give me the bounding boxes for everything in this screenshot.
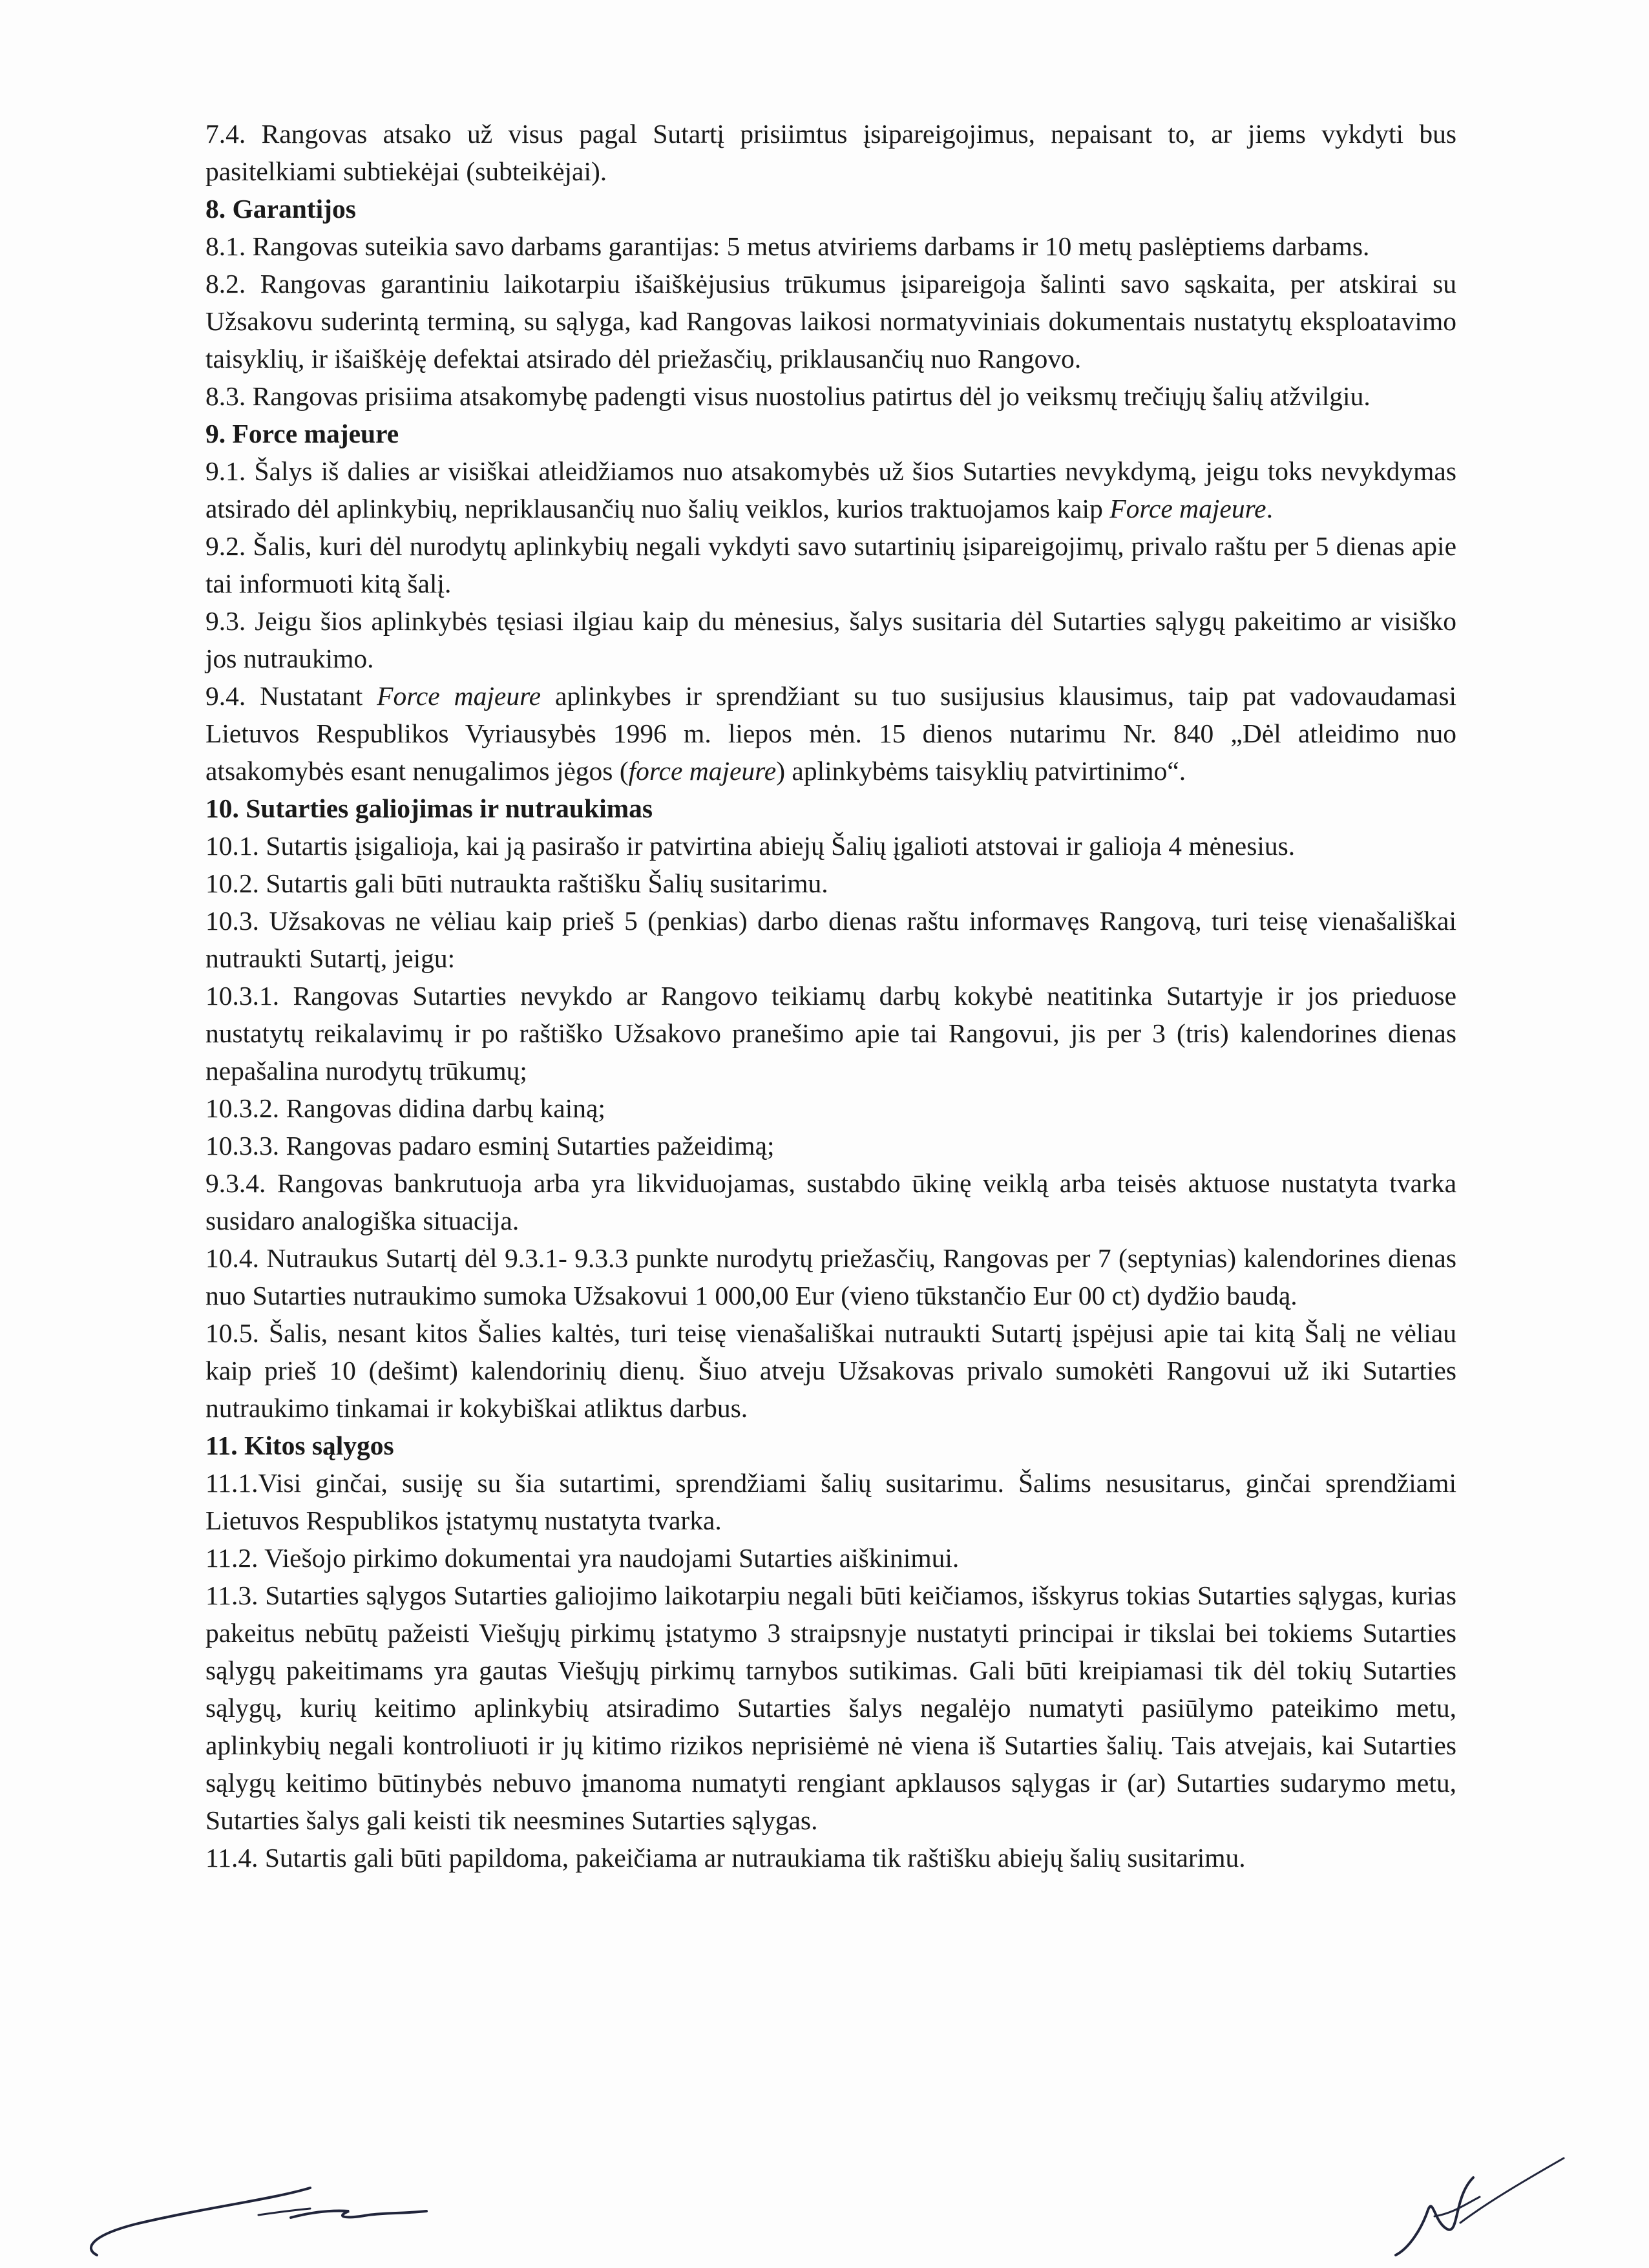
clause-9-1-text: 9.1. Šalys iš dalies ar visiškai atleidžiamos nuo atsakomybės už šios Sutarties nevykdymą, jeigu toks nevykdymas atsirado dėl aplinkybių, nepriklausančių nuo šalių veiklos, kurios traktuojamos kaip bbox=[205, 456, 1456, 523]
clause-10-4: 10.4. Nutraukus Sutartį dėl 9.3.1- 9.3.3 punkte nurodytų priežasčių, Rangovas per 7 (septynias) kalendorines dienas nuo Sutarties nutraukimo sumoka Užsakovui 1 000,00 Eur (vieno tūkstančio Eur 00 ct) dydžio baudą. bbox=[205, 1243, 1456, 1310]
clause-10-3-1: 10.3.1. Rangovas Sutarties nevykdo ar Rangovo teikiamų darbų kokybė neatitinka Sutartyje ir jos prieduose nustatytų reikalavimų ir po raštiško Užsakovo pranešimo apie tai Rangovui, jis per 3 (tris) kalendorines dienas nepašalina nurodytų trūkumų; bbox=[205, 981, 1456, 1086]
clause-9-1-italic: Force majeure bbox=[1109, 494, 1266, 523]
clause-9-2: 9.2. Šalis, kuri dėl nurodytų aplinkybių negali vykdyti savo sutartinių įsipareigojimų, privalo raštu per 5 dienas apie tai informuoti kitą šalį. bbox=[205, 531, 1456, 598]
section-heading-10: 10. Sutarties galiojimas ir nutraukimas bbox=[205, 793, 653, 823]
clause-7-4: 7.4. Rangovas atsako už visus pagal Sutartį prisiimtus įsipareigojimus, nepaisant to, ar jiems vykdyti bus pasitelkiami subtiekėjai (subteikėjai). bbox=[205, 119, 1456, 186]
clause-8-3: 8.3. Rangovas prisiima atsakomybę padengti visus nuostolius patirtus dėl jo veiksmų trečiųjų šalių atžvilgiu. bbox=[205, 381, 1371, 411]
clause-9-4 bbox=[205, 677, 1456, 790]
clause-11-1: 11.1.Visi ginčai, susiję su šia sutartimi, sprendžiami šalių susitarimu. Šalims nesusitarus, ginčai sprendžiami Lietuvos Respublikos įstatymų nustatyta tvarka. bbox=[205, 1468, 1456, 1535]
document-body bbox=[205, 115, 1456, 1876]
clause-9-4-pre: 9.4. Nustatant bbox=[205, 681, 363, 711]
clause-10-2: 10.2. Sutartis gali būti nutraukta raštišku Šalių susitarimu. bbox=[205, 868, 828, 898]
clause-9-1-tail: . bbox=[1266, 494, 1273, 523]
clause-8-2: 8.2. Rangovas garantiniu laikotarpiu išaiškėjusius trūkumus įsipareigoja šalinti savo sąskaita, per atskirai su Užsakovu suderintą terminą, su sąlyga, kad Rangovas laikosi normatyviniais dokumentais nustatytų eksploatavimo taisyklių, ir išaiškėję defektai atsirado dėl priežasčių, priklausančių nuo Rangovo. bbox=[205, 269, 1456, 373]
clause-8-1: 8.1. Rangovas suteikia savo darbams garantijas: 5 metus atviriems darbams ir 10 metų paslėptiems darbams. bbox=[205, 231, 1370, 261]
clause-10-5: 10.5. Šalis, nesant kitos Šalies kaltės, turi teisę vienašališkai nutraukti Sutartį įspėjusi apie tai kitą Šalį ne vėliau kaip prieš 10 (dešimt) kalendorinių dienų. Šiuo atveju Užsakovas privalo sumokėti Rangovui už iki Sutarties nutraukimo tinkamai ir kokybiškai atliktus darbus. bbox=[205, 1318, 1456, 1423]
clause-11-3: 11.3. Sutarties sąlygos Sutarties galiojimo laikotarpiu negali būti keičiamos, išskyrus tokias Sutarties sąlygas, kurias pakeitus nebūtų pažeisti Viešųjų pirkimų įstatymo 3 straipsnyje nustatyti principai ir tikslai bei tokiems Sutarties sąlygų pakeitimams yra gautas Viešųjų pirkimų tarnybos sutikimas. Gali būti kreipiamasi tik dėl tokių Sutarties sąlygų, kurių keitimo aplinkybių atsiradimo Sutarties šalys negalėjo numatyti pasiūlymo pateikimo metu, aplinkybių negali kontroliuoti ir jų kitimo rizikos neprisiėmė nė viena iš Sutarties šalių. Tais atvejais, kai Sutarties sąlygų keitimo būtinybės nebuvo įmanoma numatyti rengiant apklausos sąlygas ir (ar) Sutarties sudarymo metu, Sutarties šalys gali keisti tik neesmines Sutarties sąlygas. bbox=[205, 1580, 1456, 1835]
clause-9-1 bbox=[205, 452, 1456, 527]
clause-9-3-4: 9.3.4. Rangovas bankrutuoja arba yra likviduojamas, sustabdo ūkinę veiklą arba teisės aktuose nustatyta tvarka susidaro analogiška situacija. bbox=[205, 1168, 1456, 1235]
section-heading-8: 8. Garantijos bbox=[205, 194, 356, 224]
section-heading-9: 9. Force majeure bbox=[205, 419, 399, 448]
clause-10-3: 10.3. Užsakovas ne vėliau kaip prieš 5 (penkias) darbo dienas raštu informavęs Rangovą, turi teisę vienašališkai nutraukti Sutartį, jeigu: bbox=[205, 906, 1456, 973]
clause-9-4-italic-2: force majeure bbox=[628, 756, 777, 786]
section-heading-11: 11. Kitos sąlygos bbox=[205, 1431, 394, 1460]
clause-10-3-2: 10.3.2. Rangovas didina darbų kainą; bbox=[205, 1093, 605, 1123]
clause-9-4-italic: Force majeure bbox=[377, 681, 541, 711]
clause-10-3-3: 10.3.3. Rangovas padaro esminį Sutarties pažeidimą; bbox=[205, 1131, 775, 1160]
signature-right bbox=[1383, 2152, 1577, 2262]
clause-9-3: 9.3. Jeigu šios aplinkybės tęsiasi ilgiau kaip du mėnesius, šalys susitaria dėl Sutarties sąlygų pakeitimo ar visiško jos nutraukimo. bbox=[205, 606, 1456, 673]
clause-9-4-text: aplinkybes ir sprendžiant su tuo susijusius klausimus, taip pat vadovaudamasi Lietuvos Respublikos Vyriausybės 1996 m. liepos mėn. 15 dienos nutarimu Nr. 840 „Dėl atleidimo nuo atsakomybės esant nenugalimos jėgos ( bbox=[205, 681, 1456, 786]
signature-left bbox=[78, 2184, 478, 2262]
clause-10-1: 10.1. Sutartis įsigalioja, kai ją pasirašo ir patvirtina abiejų Šalių įgalioti atstovai ir galioja 4 mėnesius. bbox=[205, 831, 1296, 861]
clause-9-4-tail: ) aplinkybėms taisyklių patvirtinimo“. bbox=[776, 756, 1186, 786]
clause-11-4: 11.4. Sutartis gali būti papildoma, pakeičiama ar nutraukiama tik raštišku abiejų šalių susitarimu. bbox=[205, 1843, 1246, 1873]
clause-11-2: 11.2. Viešojo pirkimo dokumentai yra naudojami Sutarties aiškinimui. bbox=[205, 1543, 960, 1573]
